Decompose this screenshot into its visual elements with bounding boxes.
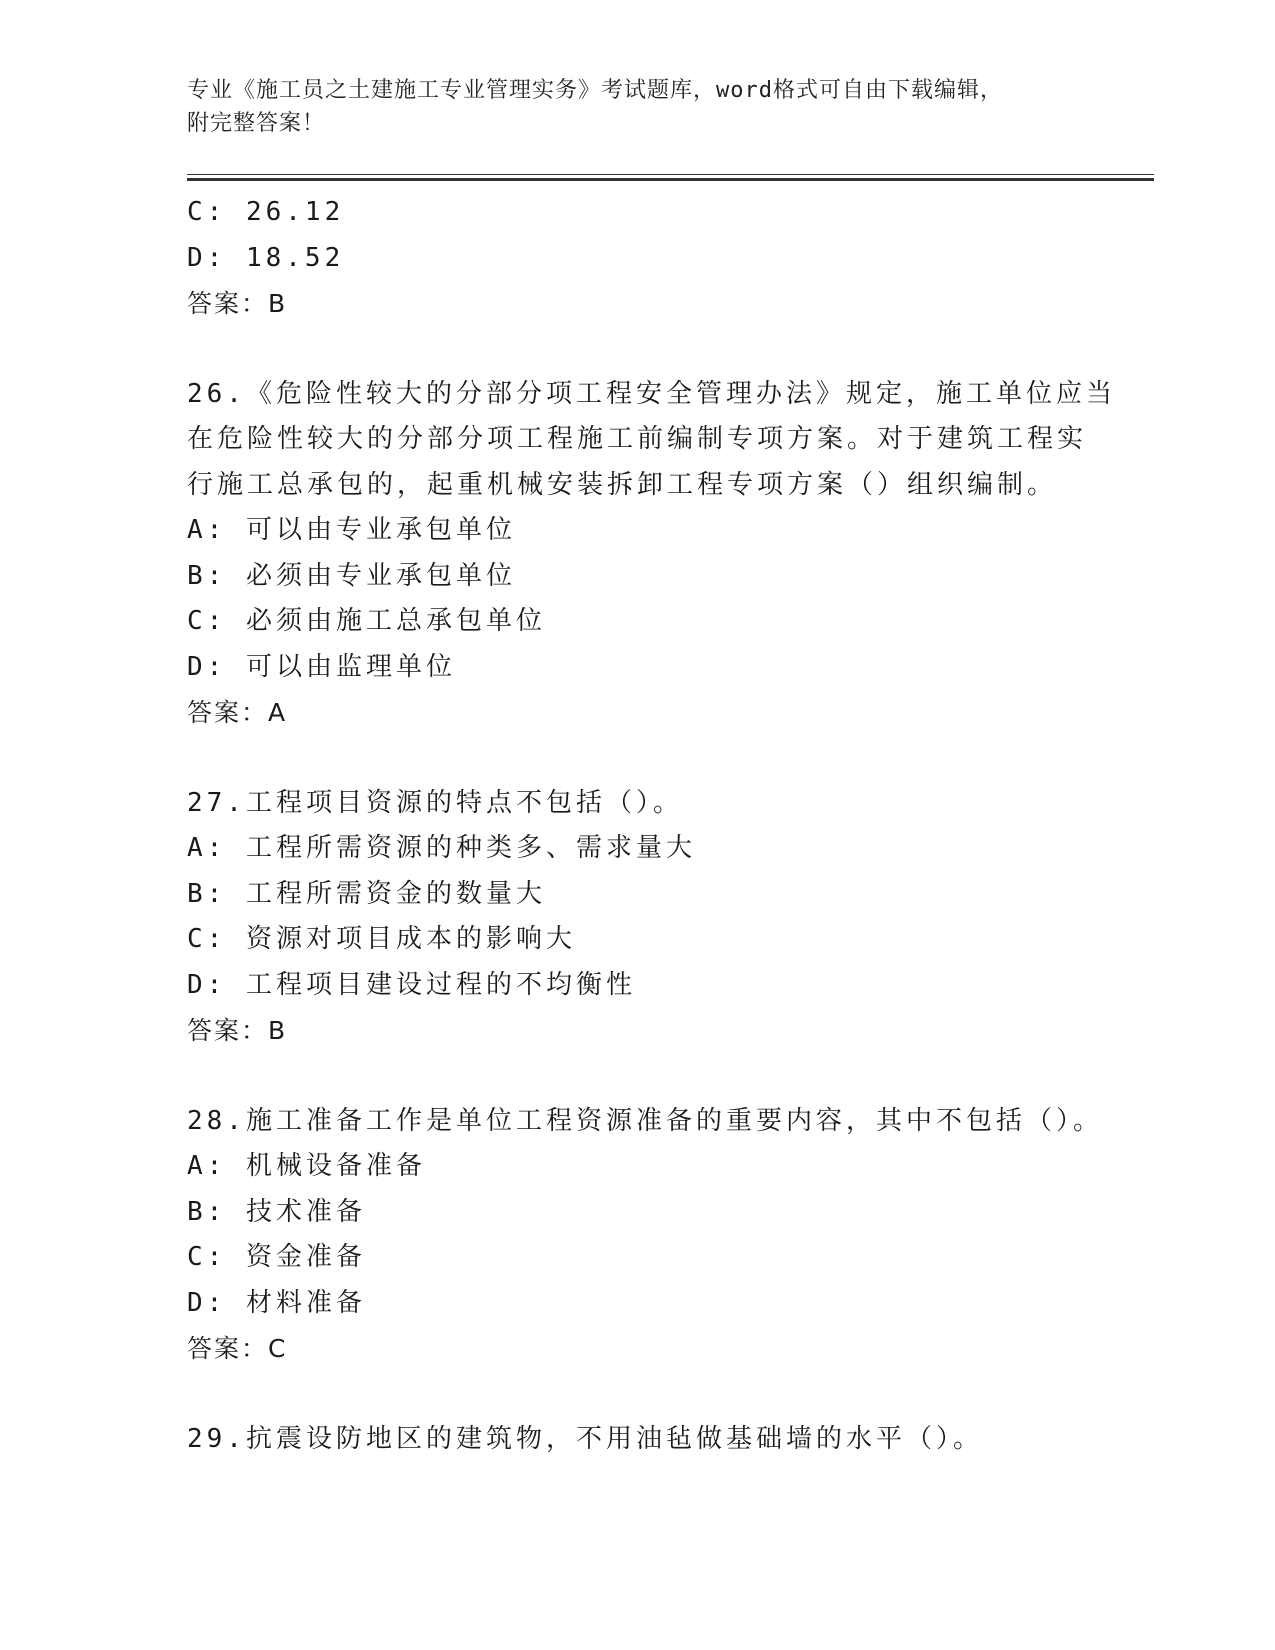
- option-a: A: 工程所需资源的种类多、需求量大: [187, 833, 696, 863]
- option-a: A: 机械设备准备: [187, 1151, 426, 1181]
- option-d: D: 工程项目建设过程的不均衡性: [187, 969, 636, 1000]
- spacer: [187, 1054, 1107, 1099]
- question-text-line: 在危险性较大的分部分项工程施工前编制专项方案。对于建筑工程实: [187, 424, 1088, 454]
- spacer: [187, 736, 1107, 781]
- option-b: B: 技术准备: [187, 1196, 366, 1227]
- carryover-block: [187, 190, 1107, 327]
- option-d: D: 18.52: [187, 242, 345, 273]
- question-text-line: 29.抗震设防地区的建筑物，不用油毡做基础墙的水平（）。: [187, 1423, 983, 1454]
- option-d: D: 可以由监理单位: [187, 651, 456, 682]
- header-divider-thick: [187, 178, 1154, 181]
- question-text-line: 27.工程项目资源的特点不包括（）。: [187, 787, 683, 818]
- option-c: C: 资金准备: [187, 1242, 366, 1272]
- spacer: [187, 327, 1107, 372]
- header-divider-thin: [187, 174, 1154, 175]
- question-text-line: 26.《危险性较大的分部分项工程安全管理办法》规定，施工单位应当: [187, 378, 1116, 409]
- question-text-line: 行施工总承包的，起重机械安装拆卸工程专项方案（）组织编制。: [187, 469, 1058, 500]
- spacer: [187, 1372, 1107, 1417]
- option-a: A: 可以由专业承包单位: [187, 515, 516, 545]
- header-line-2: 附完整答案！: [187, 111, 326, 136]
- question-26: [187, 372, 1116, 736]
- option-c: C: 资源对项目成本的影响大: [187, 924, 576, 954]
- option-d: D: 材料准备: [187, 1287, 366, 1318]
- option-c: C: 必须由施工总承包单位: [187, 606, 546, 636]
- document-body: [187, 190, 1116, 1462]
- option-b: B: 必须由专业承包单位: [187, 560, 516, 591]
- option-c: C: 26.12: [187, 197, 345, 227]
- question-text-line: 28.施工准备工作是单位工程资源准备的重要内容，其中不包括（）。: [187, 1105, 1103, 1136]
- answer-line: 答案：B: [187, 289, 288, 318]
- header-line-1: 专业《施工员之土建施工专业管理实务》考试题库，word格式可自由下载编辑，: [187, 78, 1003, 103]
- question-29: [187, 1417, 1107, 1463]
- answer-line: 答案：B: [187, 1016, 288, 1045]
- answer-line: 答案：A: [187, 698, 288, 727]
- option-b: B: 工程所需资金的数量大: [187, 878, 546, 909]
- question-27: [187, 781, 1107, 1054]
- answer-line: 答案：C: [187, 1334, 288, 1363]
- document-header: [187, 74, 1087, 140]
- question-28: [187, 1099, 1107, 1372]
